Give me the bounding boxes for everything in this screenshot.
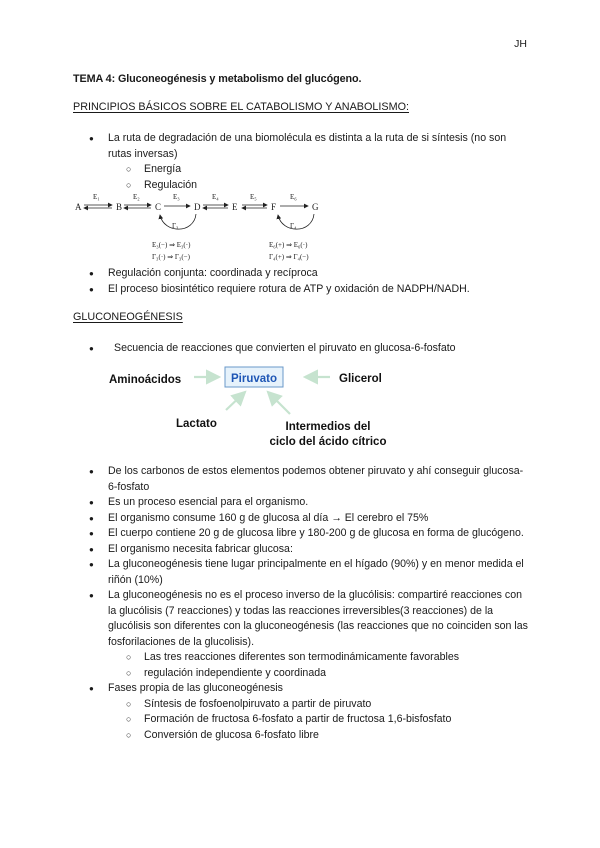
node-D: D: [194, 202, 201, 212]
intermedios-label-1: Intermedios del: [285, 421, 371, 433]
list-item: ○ Conversión de glucosa 6-fosfato libre: [0, 728, 544, 744]
loop-label-1: Γ₃: [172, 222, 179, 230]
enzyme-1: E₁: [93, 193, 100, 201]
bullet-list-intro: [0, 341, 600, 357]
enzyme-3: E₃: [173, 193, 180, 201]
glicerol-label: Glicerol: [339, 373, 382, 385]
regulation-2a: E₆(+) ⇒ E₆(·): [269, 241, 308, 249]
list-item: ● Fases propia de las gluconeogénesis: [0, 681, 528, 697]
list-item: ○ Síntesis de fosfoenolpiruvato a partir de piruvato: [0, 697, 544, 713]
list-item: ● La ruta de degradación de una biomolécula es distinta a la ruta de si síntesis (no son rutas inversas): [0, 131, 528, 162]
enzyme-5: E₅: [250, 193, 257, 201]
list-item: ● Secuencia de reacciones que convierten el piruvato en glucosa-6-fosfato: [0, 341, 534, 357]
node-A: A: [75, 202, 82, 212]
section-heading-principios: PRINCIPIOS BÁSICOS SOBRE EL CATABOLISMO Y ANABOLISMO:: [73, 101, 409, 113]
list-item: ● Es un proceso esencial para el organismo.: [0, 495, 528, 511]
list-item: ○ regulación independiente y coordinada: [0, 666, 544, 682]
list-item: ● El organismo consume 160 g de glucosa al día → El cerebro el 75%: [0, 511, 528, 527]
bullet-list-regulacion: [0, 266, 600, 297]
piruvato-diagram: [100, 360, 410, 452]
arrow-lactato: [226, 392, 245, 410]
list-item: ● De los carbonos de estos elementos podemos obtener piruvato y ahí conseguir glucosa-6-fosfato: [0, 464, 528, 495]
enzyme-4: E₄: [212, 193, 219, 201]
document-title: TEMA 4: Gluconeogénesis y metabolismo del glucógeno.: [73, 73, 362, 85]
loop-label-2: Γ₄: [290, 222, 297, 230]
regulation-1a: E₃(−) ⇒ E₃(·): [152, 241, 191, 249]
intermedios-label-2: ciclo del ácido cítrico: [269, 436, 387, 448]
node-G: G: [312, 202, 319, 212]
arrow-intermedios: [268, 392, 290, 414]
pathway-diagram: [72, 190, 332, 268]
enzyme-6: E₆: [290, 193, 297, 201]
node-C: C: [155, 202, 162, 212]
list-item: ● La gluconeogénesis tiene lugar principalmente en el hígado (90%) y en menor medida el riñón (10%): [0, 557, 528, 588]
node-F: F: [271, 202, 277, 212]
list-item: ● La gluconeogénesis no es el proceso inverso de la glucólisis: compartiré reacciones con la glucólisis (7 reacciones) y todas las reacciones irreversibles(3 reacciones) de la glucólisis son diferentes con la gluconeogénesis (las reacciones que no coinciden son las fosforilaciones de la glucolisis).: [0, 588, 528, 650]
list-item: ● El organismo necesita fabricar glucosa:: [0, 542, 528, 558]
bullet-list-gluconeogenesis: [0, 464, 600, 743]
list-item: ○ Las tres reacciones diferentes son termodinámicamente favorables: [0, 650, 544, 666]
list-item: ○ Regulación: [0, 178, 544, 194]
regulation-2b: Γ₄(+) ⇒ Γ₄(−): [269, 253, 309, 261]
section-heading-gluconeogenesis: GLUCONEOGÉNESIS: [73, 311, 183, 323]
regulation-1b: Γ₃(·) ⇒ Γ₃(−): [152, 253, 190, 261]
list-item: ● El proceso biosintético requiere rotura de ATP y oxidación de NADPH/NADH.: [0, 282, 528, 298]
list-item: ● Regulación conjunta: coordinada y recíproca: [0, 266, 528, 282]
list-item: ○ Formación de fructosa 6-fosfato a partir de fructosa 1,6-bisfosfato: [0, 712, 544, 728]
lactato-label: Lactato: [176, 418, 217, 430]
aminoacidos-label: Aminoácidos: [109, 374, 182, 386]
list-item: ○ Energía: [0, 162, 544, 178]
list-item: ● El cuerpo contiene 20 g de glucosa libre y 180-200 g de glucosa en forma de glucógeno.: [0, 526, 528, 542]
author-initials: JH: [514, 38, 527, 50]
piruvato-label: Piruvato: [230, 373, 278, 385]
bullet-list-principios: [0, 131, 600, 193]
node-E: E: [232, 202, 238, 212]
enzyme-2: E₂: [133, 193, 140, 201]
node-B: B: [116, 202, 123, 212]
